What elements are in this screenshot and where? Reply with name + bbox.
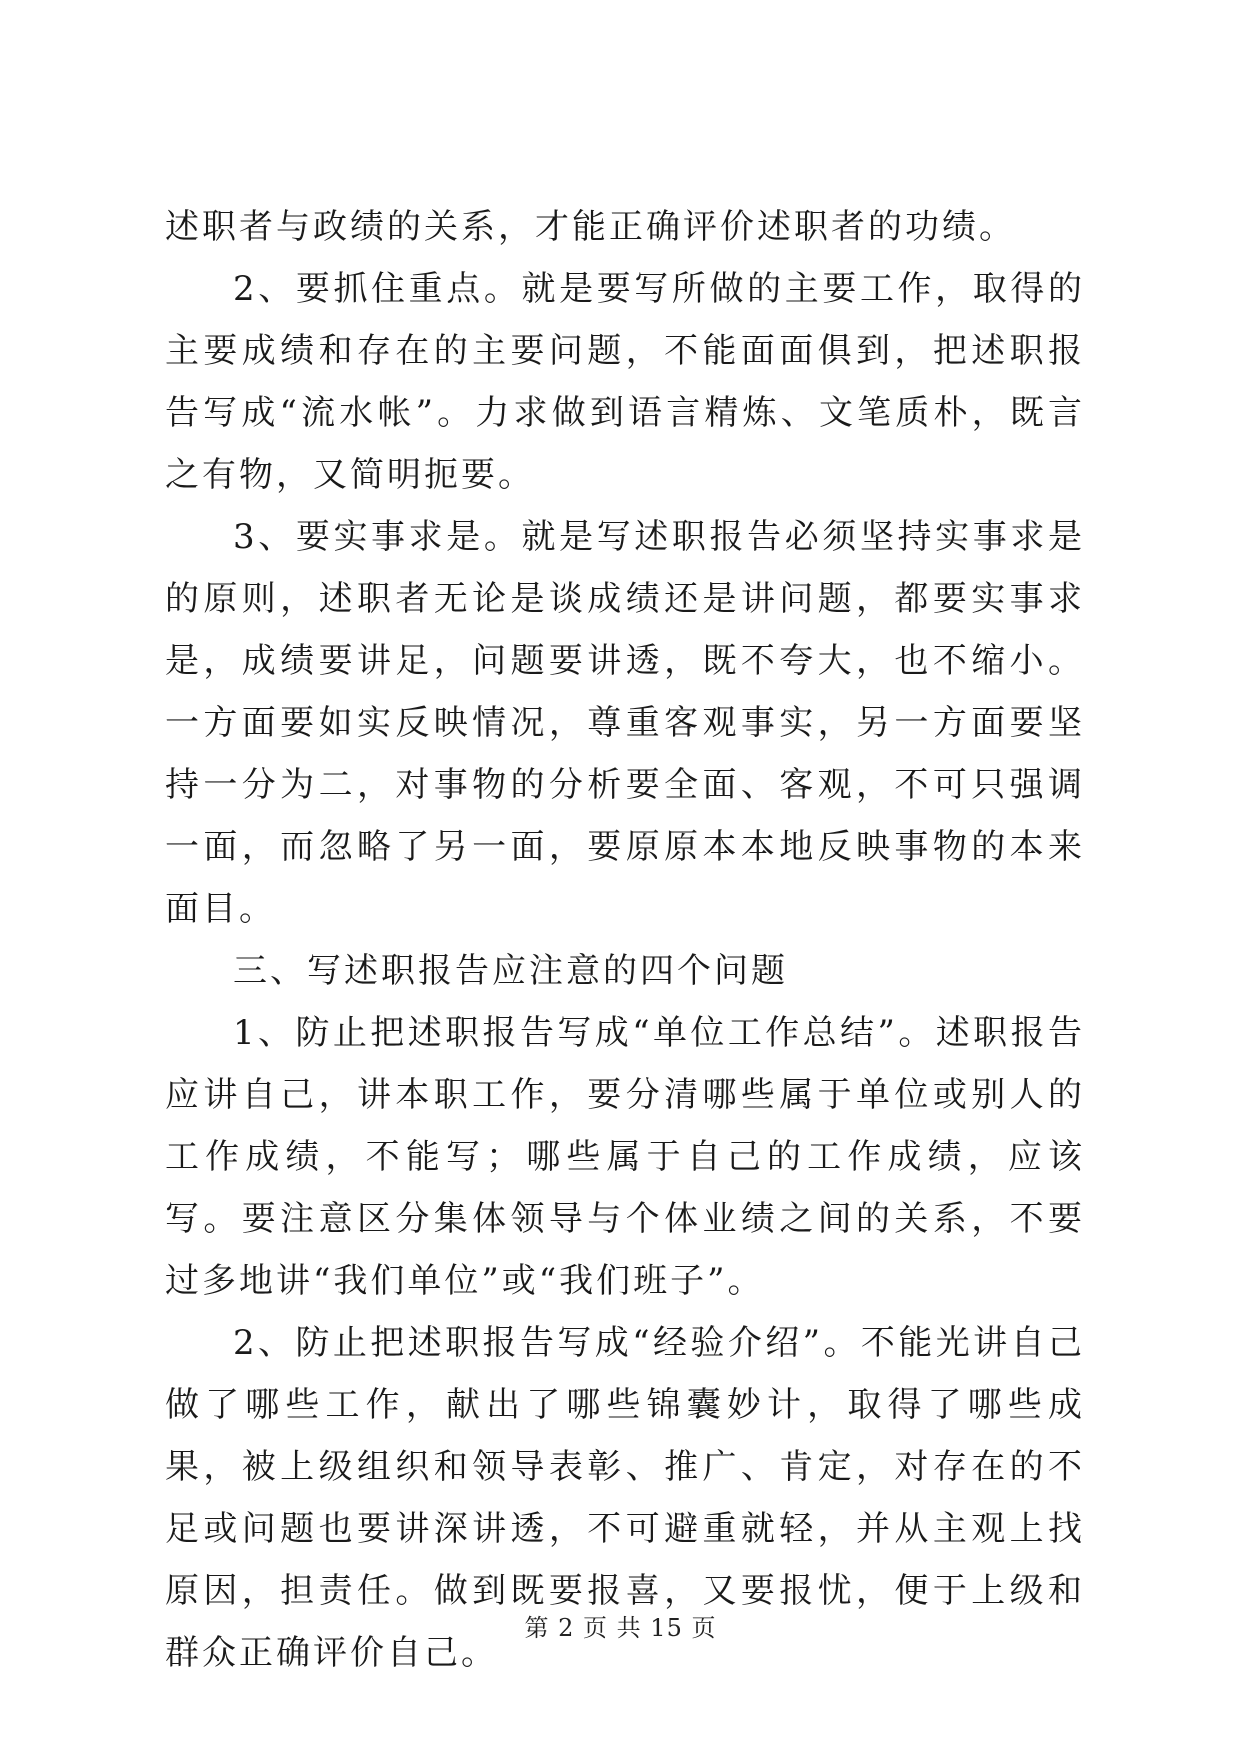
- paragraph-issue-1: 1、防止把述职报告写成“单位工作总结”。述职报告应讲自己，讲本职工作，要分清哪些属于单位或别人的工作成绩，不能写；哪些属于自己的工作成绩，应该写。要注意区分集体领导与个体业绩之间的关系，不要过多地讲“我们单位”或“我们班子”。: [165, 1013, 1085, 1301]
- paragraph-continuation: 述职者与政绩的关系，才能正确评价述职者的功绩。: [165, 207, 1016, 247]
- section-heading-3: 三、写述职报告应注意的四个问题: [233, 951, 788, 991]
- paragraph-point-2: 2、要抓住重点。就是要写所做的主要工作，取得的主要成绩和存在的主要问题，不能面面俱到，把述职报告写成“流水帐”。力求做到语言精炼、文笔质朴，既言之有物，又简明扼要。: [165, 269, 1085, 495]
- document-body: [165, 196, 1085, 1684]
- paragraph-issue-2: 2、防止把述职报告写成“经验介绍”。不能光讲自己做了哪些工作，献出了哪些锦囊妙计，取得了哪些成果，被上级组织和领导表彰、推广、肯定，对存在的不足或问题也要讲深讲透，不可避重就轻，并从主观上找原因，担责任。做到既要报喜，又要报忧，便于上级和群众正确评价自己。: [165, 1323, 1085, 1673]
- page-number-footer: 第 2 页 共 15 页: [524, 1614, 717, 1642]
- paragraph-point-3: 3、要实事求是。就是写述职报告必须坚持实事求是的原则，述职者无论是谈成绩还是讲问题，都要实事求是，成绩要讲足，问题要讲透，既不夸大，也不缩小。一方面要如实反映情况，尊重客观事实，另一方面要坚持一分为二，对事物的分析要全面、客观，不可只强调一面，而忽略了另一面，要原原本本地反映事物的本来面目。: [165, 517, 1085, 929]
